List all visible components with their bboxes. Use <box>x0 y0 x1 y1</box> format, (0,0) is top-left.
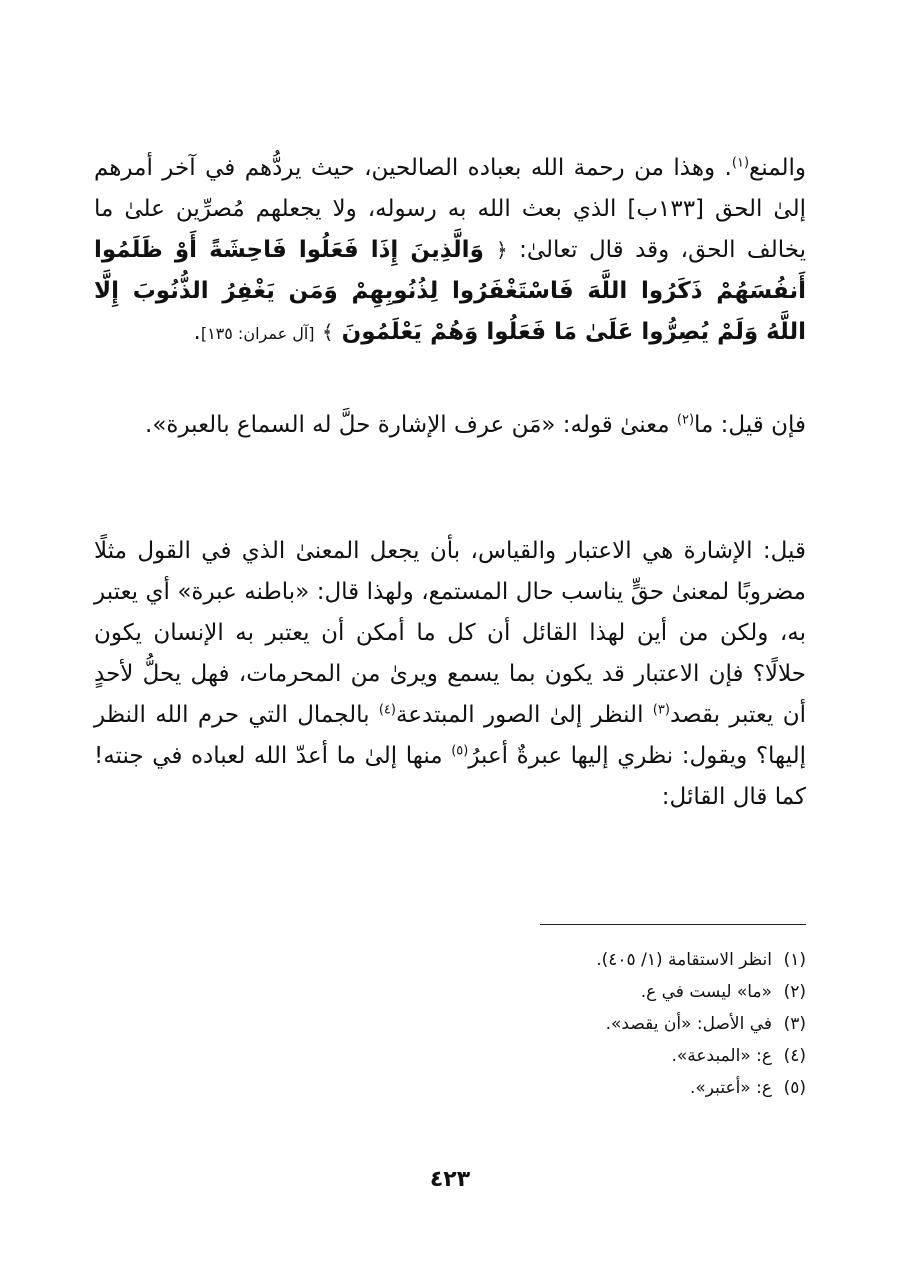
footnote-number: (٤) <box>783 1046 806 1066</box>
footnote-number: (٢) <box>783 982 806 1002</box>
footnote-5 <box>306 1072 806 1104</box>
paragraph-1-text: . وهذا من رحمة الله بعباده الصالحين، حيث يردُّهم في آخر أمرهم إلىٰ الحق [١٣٣ب] الذي بعث الله به رسوله، ولا يجعلهم مُصرِّين علىٰ ما يخالف الحق، وقد قال تعالىٰ: <box>94 155 807 263</box>
footnote-ref-3: (٣) <box>652 702 670 718</box>
footnote-number: (١) <box>783 950 806 970</box>
paragraph-1 <box>94 148 806 354</box>
footnote-text: انظر الاستقامة (١/ ٤٠٥). <box>596 950 772 970</box>
footnote-text: ع: «المبدعة». <box>671 1046 772 1066</box>
footnote-ref-4: (٤) <box>378 702 396 718</box>
footnote-text: ع: «أعتبر». <box>690 1078 772 1098</box>
footnote-number: (٣) <box>783 1014 806 1034</box>
footnotes <box>306 944 806 1104</box>
quran-ornament-open: ﴿ <box>495 238 508 262</box>
footnote-ref-2: (٢) <box>676 412 695 428</box>
paragraph-1-text-start: والمنع <box>749 155 806 181</box>
footnote-ref-1: (١) <box>731 155 750 171</box>
footnote-text: «ما» ليست في ع. <box>640 982 772 1002</box>
paragraph-3-text-start: قيل: الإشارة هي الاعتبار والقياس، بأن يجعل المعنىٰ الذي في القول مثلًا مضروبًا لمعنىٰ حقٍّ يناسب حال المستمع، ولهذا قال: «باطنه عبرة» أي يعتبر به، ولكن من أين لهذا القائل أن كل ما أمكن أن يعتبر به الإنسان يكون حلالًا؟ فإن الاعتبار قد يكون بما يسمع ويرىٰ من المحرمات، فهل يحلُّ لأحدٍ أن يعتبر بقصد <box>94 538 806 728</box>
footnote-text: في الأصل: «أن يقصد». <box>605 1014 772 1034</box>
paragraph-3-text-4: منها إلىٰ ما أعدّ الله لعباده في جنته! كما قال القائل: <box>94 743 806 810</box>
footnote-4 <box>306 1040 806 1072</box>
footnote-ref-5: (٥) <box>451 743 469 759</box>
paragraph-3-text-2: النظر إلىٰ الصور المبتدعة <box>395 702 653 728</box>
paragraph-3 <box>94 531 806 818</box>
page-number: ٤٢٣ <box>429 1167 471 1192</box>
footnote-number: (٥) <box>783 1078 806 1098</box>
paragraph-1-end: . <box>193 319 201 345</box>
footnote-divider <box>540 924 806 925</box>
footnote-2 <box>306 976 806 1008</box>
quran-ornament-close: ﴾ <box>321 320 334 344</box>
footnote-3 <box>306 1008 806 1040</box>
paragraph-2-text: معنىٰ قوله: «مَن عرف الإشارة حلَّ له السماع بالعبرة». <box>145 412 677 438</box>
paragraph-3-text-3: بالجمال التي حرم الله النظر إليها؟ ويقول: نظري إليها عبرةٌ أعبرُ <box>94 702 806 769</box>
paragraph-2 <box>94 405 806 446</box>
quran-reference: [آل عمران: ١٣٥] <box>200 324 315 343</box>
footnote-1 <box>306 944 806 976</box>
quran-verse-text: وَالَّذِينَ إِذَا فَعَلُوا فَاحِشَةً أَوْ ظَلَمُوا أَنفُسَهُمْ ذَكَرُوا اللَّهَ فَاسْتَغْفَرُوا لِذُنُوبِهِمْ وَمَن يَغْفِرُ الذُّنُوبَ إِلَّا اللَّهُ وَلَمْ يُصِرُّوا عَلَىٰ مَا فَعَلُوا وَهُمْ يَعْلَمُونَ <box>94 237 806 345</box>
paragraph-2-text-start: فإن قيل: ما <box>694 412 806 438</box>
